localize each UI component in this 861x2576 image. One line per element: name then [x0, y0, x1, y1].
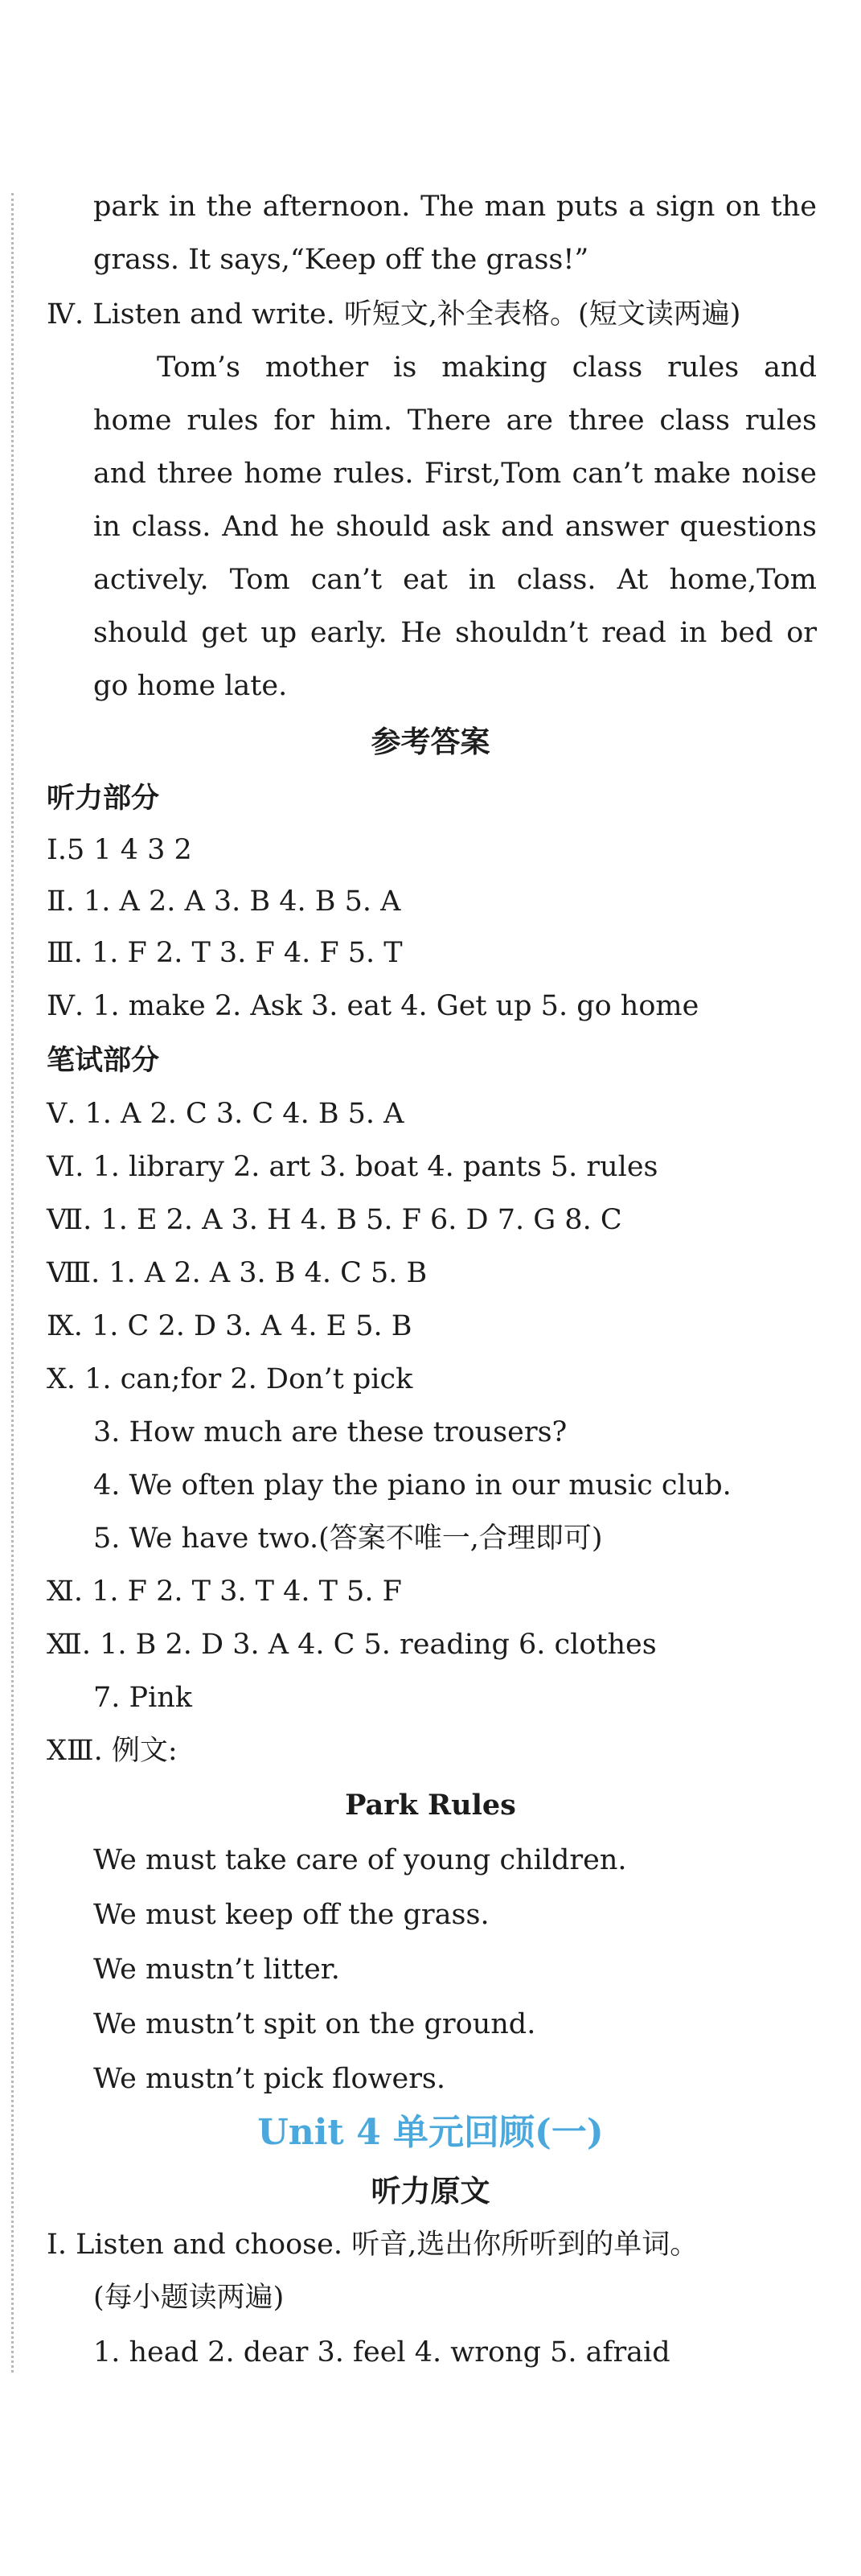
passage-line: grass. It says,“Keep off the grass!” — [93, 244, 589, 276]
answer-row: Ⅵ. 1. library 2. art 3. boat 4. pants 5. rules — [47, 1151, 658, 1183]
essay-title: Park Rules — [345, 1789, 516, 1822]
answer-row: Ⅰ.5 1 4 3 2 — [47, 834, 192, 866]
answer-row: Ⅴ. 1. A 2. C 3. C 4. B 5. A — [47, 1098, 404, 1130]
section-4-para-line: actively. Tom can’t eat in class. At home,Tom — [93, 564, 817, 596]
answer-row-cont: 3. How much are these trousers? — [93, 1416, 568, 1448]
answers-title: 参考答案 — [371, 724, 490, 759]
section-4-para-line: go home late. — [93, 670, 288, 702]
answer-row: Ⅺ. 1. F 2. T 3. T 4. T 5. F — [47, 1576, 402, 1608]
essay-line: We must keep off the grass. — [93, 1899, 490, 1931]
answer-row: Ⅸ. 1. C 2. D 3. A 4. E 5. B — [47, 1310, 412, 1342]
section-4-label: Ⅳ. Listen and write. 听短文,补全表格。(短文读两遍) — [47, 298, 741, 331]
answer-row: Ⅶ. 1. E 2. A 3. H 4. B 5. F 6. D 7. G 8. C — [47, 1204, 622, 1236]
answer-row: ⅩⅢ. 例文: — [47, 1735, 178, 1767]
essay-line: We mustn’t pick flowers. — [93, 2063, 446, 2095]
essay-line: We must take care of young children. — [93, 1844, 627, 1876]
answer-row-cont: 4. We often play the piano in our music club. — [93, 1469, 732, 1502]
answer-row-cont: 7. Pink — [93, 1682, 193, 1714]
answer-row: Ⅳ. 1. make 2. Ask 3. eat 4. Get up 5. go home — [47, 990, 699, 1022]
answer-row: Ⅻ. 1. B 2. D 3. A 4. C 5. reading 6. clothes — [47, 1629, 657, 1661]
section-4-para-line: should get up early. He shouldn’t read in bed or — [93, 617, 817, 649]
unit-subtitle: 听力原文 — [371, 2173, 490, 2208]
essay-line: We mustn’t litter. — [93, 1954, 340, 1986]
answer-row-cont: 5. We have two.(答案不唯一,合理即可) — [93, 1522, 603, 1555]
left-margin-rule — [11, 193, 14, 2373]
writing-section-title: 笔试部分 — [47, 1045, 160, 1077]
answer-row: Ⅲ. 1. F 2. T 3. F 4. F 5. T — [47, 937, 403, 969]
unit-question-label: Ⅰ. Listen and choose. 听音,选出你所听到的单词。 — [47, 2229, 699, 2261]
essay-line: We mustn’t spit on the ground. — [93, 2008, 536, 2040]
unit-title: Unit 4 单元回顾(一) — [257, 2112, 604, 2153]
answer-row: Ⅱ. 1. A 2. A 3. B 4. B 5. A — [47, 885, 401, 918]
section-4-para-line: home rules for him. There are three class rules — [93, 405, 817, 437]
passage-line: park in the afternoon. The man puts a sign on the — [93, 191, 817, 223]
listening-section-title: 听力部分 — [47, 783, 160, 815]
unit-question-note: (每小题读两遍) — [93, 2282, 285, 2314]
answer-row: Ⅷ. 1. A 2. A 3. B 4. C 5. B — [47, 1257, 428, 1289]
section-4-para-line: and three home rules. First,Tom can’t make noise — [93, 458, 817, 490]
unit-question-items: 1. head 2. dear 3. feel 4. wrong 5. afraid — [93, 2336, 670, 2369]
section-4-para-line: in class. And he should ask and answer questions — [93, 511, 817, 543]
answer-row: Ⅹ. 1. can;for 2. Don’t pick — [47, 1363, 413, 1395]
section-4-para-line: Tom’s mother is making class rules and — [157, 351, 817, 384]
